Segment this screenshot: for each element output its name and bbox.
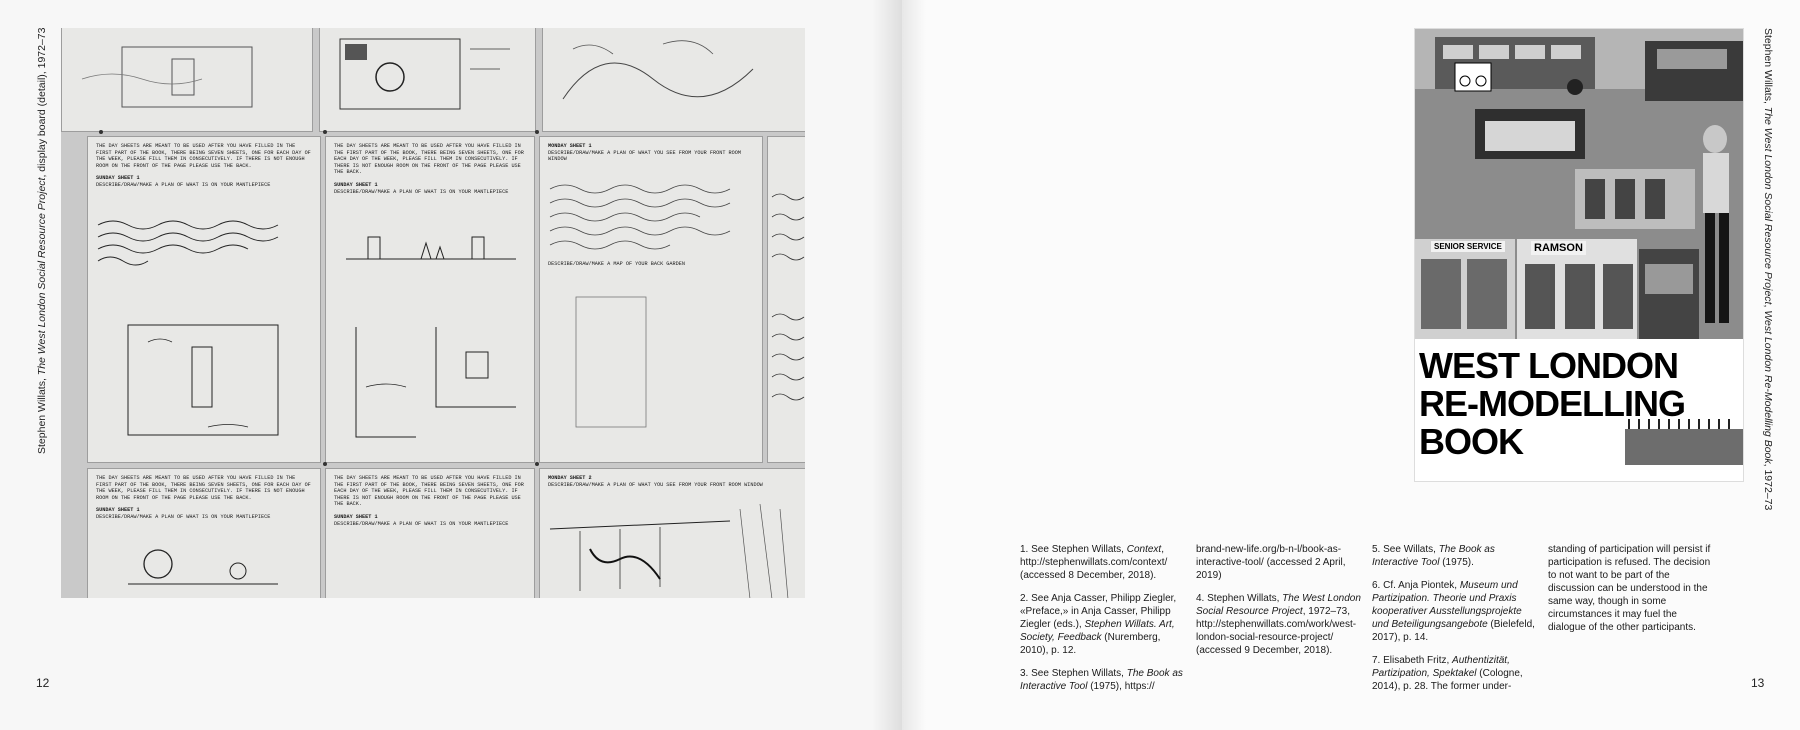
floor-plan-sketch xyxy=(62,28,312,131)
garden-sketch xyxy=(543,28,805,131)
sheet-intro: THE DAY SHEETS ARE MEANT TO BE USED AFTER YOU HAVE FILLED IN THE FIRST PART OF THE BOOK, THERE BEING SEVEN SHEETS, ONE FOR EACH DAY OF THE WEEK, PLEASE FILL THEM IN CONSECUTIVELY. IF THERE IS NOT ENOUGH ROOM ON THE FRONT OF THE PAGE PLEASE USE THE BACK. xyxy=(96,475,311,501)
sheet-top-3 xyxy=(542,28,805,132)
sign-senior-service: SENIOR SERVICE xyxy=(1431,241,1505,252)
sheet-day: SUNDAY SHEET 1 xyxy=(96,175,140,182)
clock-drawing xyxy=(88,469,320,598)
room-plan-sketch xyxy=(320,28,535,131)
footnote-7-continued: standing of participation will persist if participation is refused. The decision to not want to be part of the discussion can be understood in the same way, though in some circumstances it may fuel the dialogue of the other participants. xyxy=(1548,544,1711,633)
sheet-question: DESCRIBE/DRAW/MAKE A PLAN OF WHAT YOU SEE FROM YOUR FRONT ROOM WINDOW xyxy=(548,149,742,163)
sheet-question: DESCRIBE/DRAW/MAKE A PLAN OF WHAT YOU SEE FROM YOUR FRONT ROOM WINDOW xyxy=(548,481,763,488)
handwriting-cropped xyxy=(768,137,805,462)
page-number-left: 12 xyxy=(36,676,50,690)
sheet-intro: THE DAY SHEETS ARE MEANT TO BE USED AFTER YOU HAVE FILLED IN THE FIRST PART OF THE BOOK, THERE BEING SEVEN SHEETS, ONE FOR EACH DAY OF THE WEEK, PLEASE FILL THEM IN CONSECUTIVELY. IF THERE IS NOT ENOUGH ROOM ON THE FRONT OF THE PAGE PLEASE USE THE BACK. xyxy=(96,143,311,169)
sheet-monday-2 xyxy=(539,468,805,598)
sheet-monday-1 xyxy=(539,136,763,463)
footnote-4: 4. Stephen Willats, The West London Social Resource Project, 1972–73, http://stephenwillats.com/work/west-london-social-resource-project/ (accessed 9 December, 2018). xyxy=(1196,593,1361,656)
gutter-shadow xyxy=(902,0,926,730)
footnote-2: 2. See Anja Casser, Philipp Ziegler, «Preface,» in Anja Casser, Philipp Ziegler (eds.), Stephen Willats. Art, Society, Feedback (Nuremberg, 2010), p. 12. xyxy=(1020,593,1177,656)
sheet-sunday-2 xyxy=(325,136,535,463)
footnotes-col-4 xyxy=(1548,543,1714,644)
left-caption-name: Stephen Willats, xyxy=(36,375,48,454)
right-caption xyxy=(1762,28,1774,510)
footnotes-col-3 xyxy=(1372,543,1538,703)
left-caption xyxy=(36,28,48,454)
sheet-question: DESCRIBE/DRAW/MAKE A PLAN OF WHAT IS ON YOUR MANTLEPIECE xyxy=(334,188,509,195)
sheet-sunday-3 xyxy=(87,468,321,598)
pin xyxy=(535,462,539,466)
footnote-7: 7. Elisabeth Fritz, Authentizität, Partizipation, Spektakel (Cologne, 2014), p. 28. The former under- xyxy=(1372,655,1523,692)
sheet-text xyxy=(326,469,534,533)
sheet-question: DESCRIBE/DRAW/MAKE A PLAN OF WHAT IS ON YOUR MANTLEPIECE xyxy=(96,181,271,188)
footnote-3: 3. See Stephen Willats, The Book as Interactive Tool (1975), https:// xyxy=(1020,668,1183,692)
pin xyxy=(323,462,327,466)
left-caption-title: The West London Social Resource Project xyxy=(36,177,48,376)
pin xyxy=(99,130,103,134)
street-sketch xyxy=(540,469,805,598)
display-board-photo xyxy=(61,28,805,598)
right-caption-rest2: , 1972–73 xyxy=(1762,463,1774,511)
footnote-5: 5. See Willats, The Book as Interactive Tool (1975). xyxy=(1372,544,1495,568)
sheet-top-1 xyxy=(61,28,313,132)
gutter-shadow xyxy=(872,0,902,730)
poster-title: WEST LONDON RE-MODELLING BOOK xyxy=(1419,345,1685,462)
sheet-question: DESCRIBE/DRAW/MAKE A MAP OF YOUR BACK GARDEN xyxy=(548,261,685,267)
window-description-handwriting xyxy=(540,137,762,462)
right-caption-title2: West London Re-Modelling Book xyxy=(1762,310,1774,464)
left-caption-rest: , display board (detail), 1972–73 xyxy=(36,27,48,178)
sign-ramson: RAMSON xyxy=(1531,241,1586,255)
sheet-day: SUNDAY SHEET 1 xyxy=(334,513,378,520)
sheet-garden-question xyxy=(540,255,693,274)
pin xyxy=(323,130,327,134)
sheet-day: MONDAY SHEET 1 xyxy=(548,143,592,149)
sheet-day: MONDAY SHEET 2 xyxy=(548,475,592,481)
sheet-intro: THE DAY SHEETS ARE MEANT TO BE USED AFTER YOU HAVE FILLED IN THE FIRST PART OF THE BOOK, THERE BEING SEVEN SHEETS, ONE FOR EACH DAY OF THE WEEK, PLEASE FILL THEM IN CONSECUTIVELY. IF THERE IS NOT ENOUGH ROOM ON THE FRONT OF THE PAGE PLEASE USE THE BACK. xyxy=(334,475,524,508)
right-caption-rest: , xyxy=(1762,304,1774,311)
page-number-right: 13 xyxy=(1751,676,1765,690)
sheet-top-2 xyxy=(319,28,536,132)
right-caption-name: Stephen Willats, xyxy=(1762,28,1774,107)
sheet-day: SUNDAY SHEET 1 xyxy=(96,507,140,514)
footnote-3-continued: brand-new-life.org/b-n-l/book-as-interactive-tool/ (accessed 2 April, 2019) xyxy=(1196,544,1346,581)
footnote-1: 1. See Stephen Willats, Context, http://stephenwillats.com/context/ (accessed 8 December, 2018). xyxy=(1020,544,1168,581)
sheet-sunday-1 xyxy=(87,136,321,463)
right-caption-title: The West London Social Resource Project xyxy=(1762,106,1774,305)
re-modelling-book-cover xyxy=(1414,28,1744,482)
sheet-question: DESCRIBE/DRAW/MAKE A PLAN OF WHAT IS ON YOUR MANTLEPIECE xyxy=(96,513,271,520)
sheet-cropped-right xyxy=(767,136,805,463)
sheet-question: DESCRIBE/DRAW/MAKE A PLAN OF WHAT IS ON YOUR MANTLEPIECE xyxy=(334,520,509,527)
footnotes-col-2 xyxy=(1196,543,1362,667)
mantlepiece-drawing xyxy=(326,137,534,462)
sheet-intro: THE DAY SHEETS ARE MEANT TO BE USED AFTER YOU HAVE FILLED IN THE FIRST PART OF THE BOOK, THERE BEING SEVEN SHEETS, ONE FOR EACH DAY OF THE WEEK, PLEASE FILL THEM IN CONSECUTIVELY. IF THERE IS NOT ENOUGH ROOM ON THE FRONT OF THE PAGE PLEASE USE THE BACK. xyxy=(334,143,524,176)
handwriting-and-plan xyxy=(88,137,320,462)
footnotes-col-1 xyxy=(1020,543,1186,703)
footnote-6: 6. Cf. Anja Piontek, Museum und Partizipation. Theorie und Praxis kooperativer Ausstellungsprojekte und Beteiligungsangebote (Bielefeld, 2017), p. 14. xyxy=(1372,580,1535,643)
sheet-day: SUNDAY SHEET 1 xyxy=(334,181,378,188)
sheet-sunday-4 xyxy=(325,468,535,598)
pin xyxy=(535,130,539,134)
